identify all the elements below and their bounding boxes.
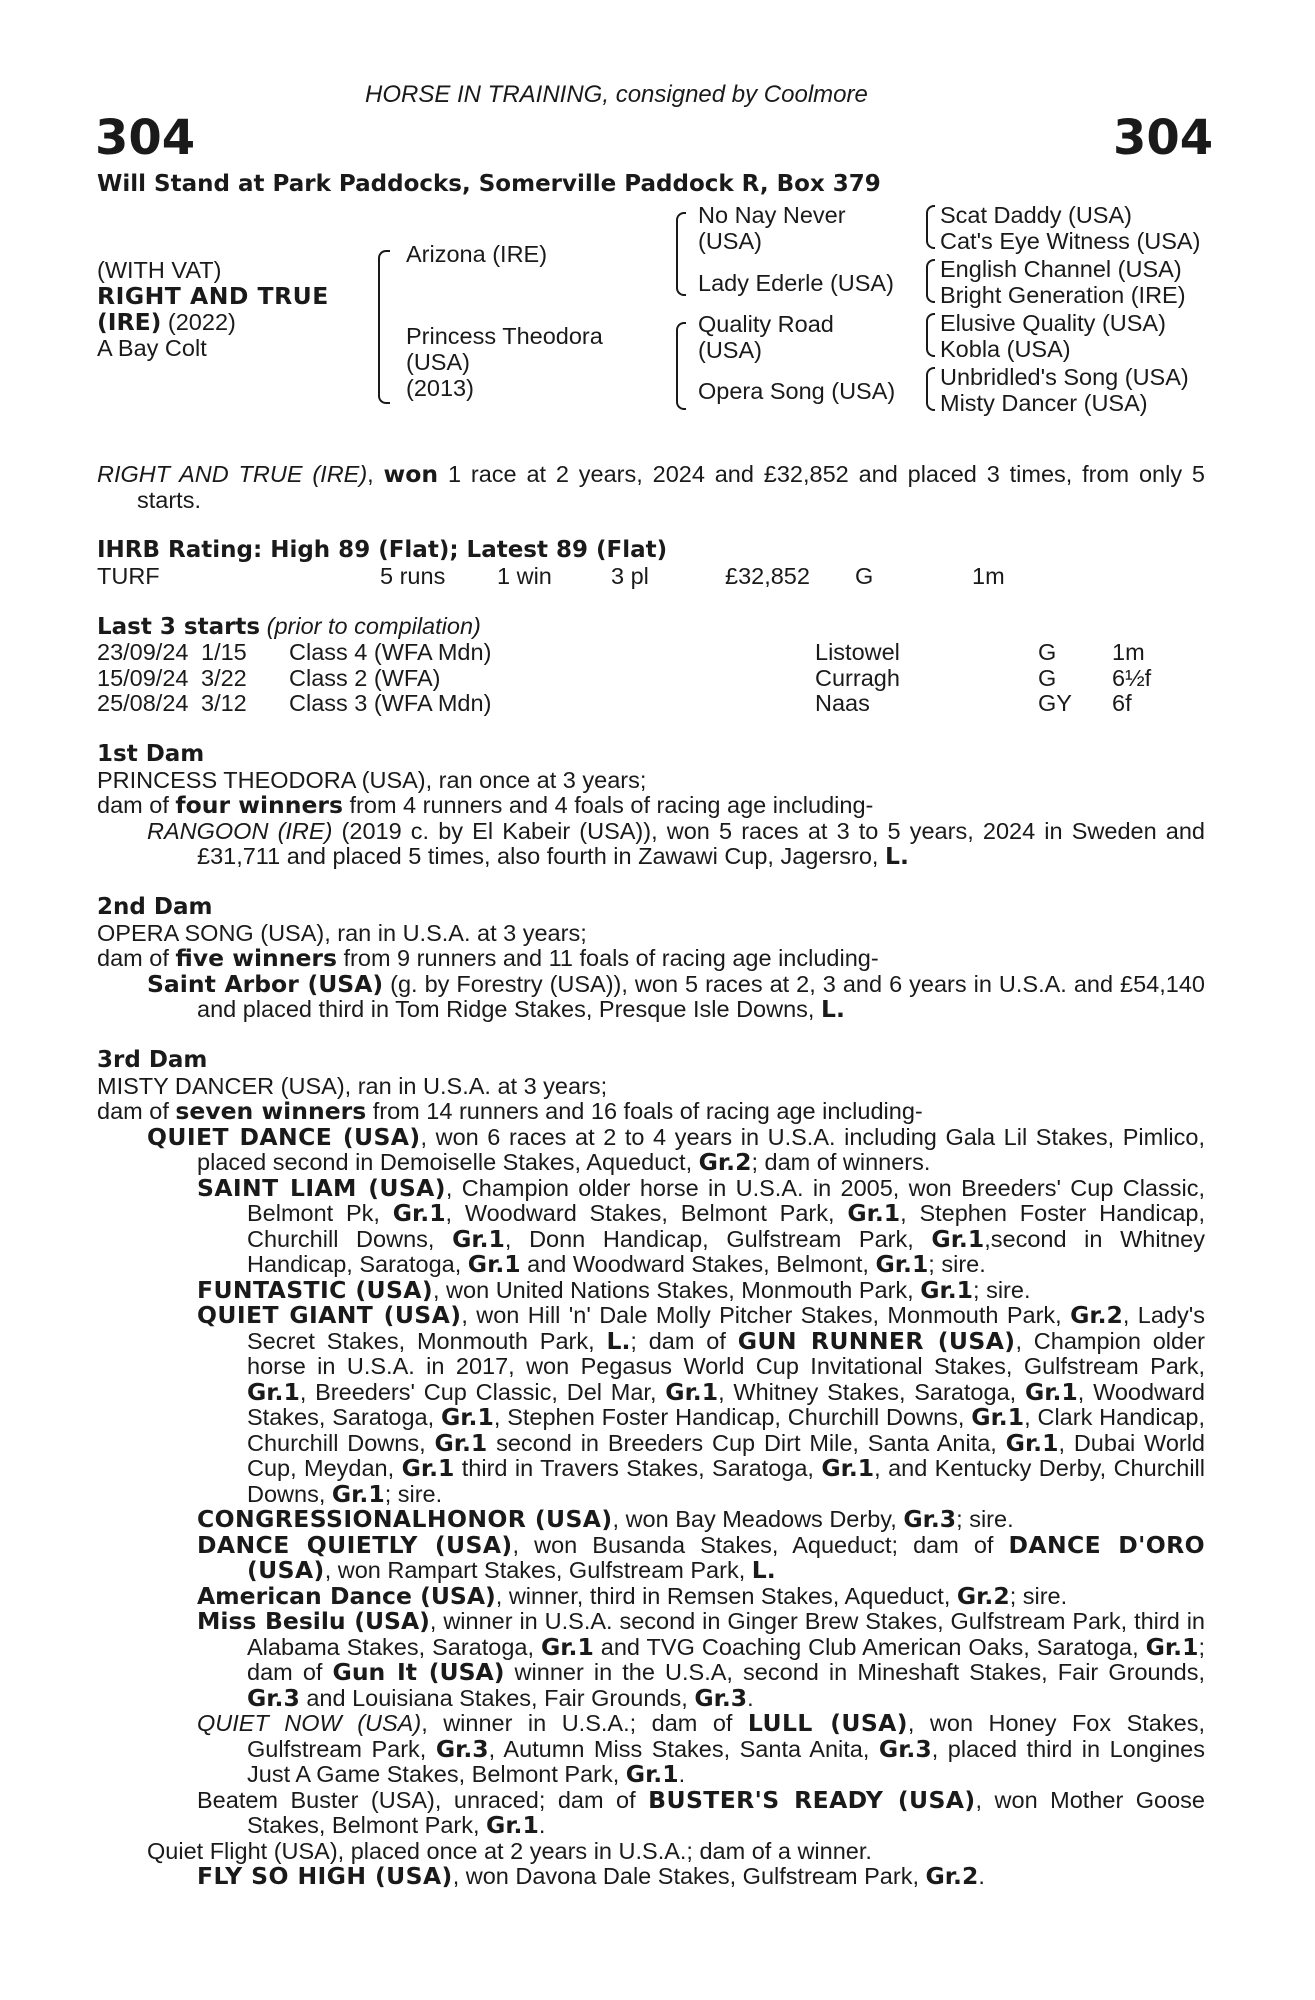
list-item: Quiet Flight (USA), placed once at 2 years in U.S.A.; dam of a winner. bbox=[147, 1837, 872, 1864]
list-item: FUNTASTIC (USA), won United Nations Stakes, Monmouth Park, Gr.1; sire. bbox=[197, 1275, 1031, 1304]
last-starts-heading: Last 3 starts (prior to compilation) bbox=[97, 613, 481, 640]
pedigree-brace-g3 bbox=[926, 313, 935, 357]
list-item: American Dance (USA), winner, third in Remsen Stakes, Aqueduct, Gr.2; sire. bbox=[197, 1581, 1068, 1610]
pedigree-brace-main bbox=[378, 250, 390, 404]
sire: Arizona (IRE) bbox=[406, 241, 548, 267]
race-summary: RIGHT AND TRUE (IRE), won 1 race at 2 years, 2024 and £32,852 and placed 3 times, from only 5 starts. bbox=[97, 460, 1206, 513]
dam-sire: Quality Road (USA) bbox=[698, 311, 834, 363]
second-dam-section: 2nd Dam OPERA SONG (USA), ran in U.S.A. at 3 years; dam of five winners from 9 runners and 11 foals of racing age including- Saint Arbor (USA) (g. by Forestry (USA)), won 5 races at 2, 3 and 6 years in U.S.A. and £54,140 and placed third in Tom Ridge Stakes, Presque Isle Downs, L. bbox=[97, 894, 1205, 1023]
stand-location: Will Stand at Park Paddocks, Somerville Paddock R, Box 379 bbox=[97, 171, 881, 197]
second-dam-heading: 2nd Dam bbox=[97, 894, 213, 920]
lot-number-right: 304 bbox=[1113, 110, 1214, 166]
list-item: Saint Arbor (USA) (g. by Forestry (USA)), won 5 races at 2, 3 and 6 years in U.S.A. and £54,140 and placed third in Tom Ridge Stakes, Presque Isle Downs, L. bbox=[147, 969, 1205, 1023]
start-row: 15/09/24 3/22 Class 2 (WFA) Curragh G 6½f bbox=[97, 664, 1152, 691]
pedigree-brace-g1 bbox=[926, 205, 935, 249]
first-dam-heading: 1st Dam bbox=[97, 741, 205, 767]
list-item: DANCE QUIETLY (USA), won Busanda Stakes, Aqueduct; dam of DANCE D'ORO (USA), won Rampart Stakes, Gulfstream Park, L. bbox=[197, 1530, 1205, 1584]
dam-dam: Opera Song (USA) bbox=[698, 378, 896, 404]
horse-name: RIGHT AND TRUE bbox=[97, 282, 329, 310]
list-item: SAINT LIAM (USA), Champion older horse in U.S.A. in 2005, won Breeders' Cup Classic, Belmont Pk, Gr.1, Woodward Stakes, Belmont Park, Gr.1, Stephen Foster Handicap, Churchill Downs, Gr.1, Donn Handicap, Gulfstream Park, Gr.1,second in Whitney Handicap, Saratoga, Gr.1 and Woodward Stakes, Belmont, Gr.1; sire. bbox=[197, 1173, 1205, 1278]
horse-description: A Bay Colt bbox=[97, 335, 207, 361]
start-row: 25/08/24 3/12 Class 3 (WFA Mdn) Naas GY 6f bbox=[97, 690, 1132, 716]
last-starts-table bbox=[97, 640, 1197, 717]
list-item: FLY SO HIGH (USA), won Davona Dale Stakes, Gulfstream Park, Gr.2. bbox=[197, 1862, 985, 1890]
dam: Princess Theodora (USA) (2013) bbox=[406, 323, 603, 401]
pedigree-brace-g2 bbox=[926, 259, 935, 303]
pedigree-brace-g4 bbox=[926, 367, 935, 411]
pedigree-brace-dam bbox=[676, 322, 686, 410]
list-item: QUIET NOW (USA), winner in U.S.A.; dam of LULL (USA), won Honey Fox Stakes, Gulfstream Park, Gr.3, Autumn Miss Stakes, Santa Anita, Gr.3, placed third in Longines Just A Game Stakes, Belmont Park, Gr.1. bbox=[197, 1709, 1205, 1788]
third-dam-heading: 3rd Dam bbox=[97, 1047, 208, 1073]
vat-note: (WITH VAT) bbox=[97, 257, 222, 283]
list-item: CONGRESSIONALHONOR (USA), won Bay Meadows Derby, Gr.3; sire. bbox=[197, 1505, 1014, 1533]
list-item: RANGOON (IRE) (2019 c. by El Kabeir (USA)), won 5 races at 3 to 5 years, 2024 in Sweden and £31,711 and placed 5 times, also fourth in Zawawi Cup, Jagersro, L. bbox=[147, 817, 1206, 870]
sire-sire: No Nay Never (USA) bbox=[698, 202, 846, 254]
list-item: QUIET DANCE (USA), won 6 races at 2 to 4 years in U.S.A. including Gala Lil Stakes, Pimlico, placed second in Demoiselle Stakes, Aqueduct, Gr.2; dam of winners. bbox=[147, 1122, 1205, 1176]
grandparents: Scat Daddy (USA) Cat's Eye Witness (USA) English Channel (USA) Bright Generation (IRE) Elusive Quality (USA) Kobla (USA) Unbridled's Song (USA) Misty Dancer (USA) bbox=[940, 202, 1201, 416]
list-item: Beatem Buster (USA), unraced; dam of BUSTER'S READY (USA), won Mother Goose Stakes, Belmont Park, Gr.1. bbox=[197, 1785, 1206, 1839]
first-dam-section: 1st Dam PRINCESS THEODORA (USA), ran once at 3 years; dam of four winners from 4 runners and 4 foals of racing age including- RANGOON (IRE) (2019 c. by El Kabeir (USA)), won 5 races at 3 to 5 years, 2024 in Sweden and £31,711 and placed 5 times, also fourth in Zawawi Cup, Jagersro, L. bbox=[97, 741, 1206, 870]
horse-identity bbox=[97, 257, 329, 361]
horse-origin: (IRE) (2022) bbox=[97, 308, 236, 336]
list-item: QUIET GIANT (USA), won Hill 'n' Dale Molly Pitcher Stakes, Monmouth Park, Gr.2, Lady's Secret Stakes, Monmouth Park, L.; dam of GUN RUNNER (USA), Champion older horse in U.S.A. in 2017, won Pegasus World Cup Invitational Stakes, Gulfstream Park, Gr.1, Breeders' Cup Classic, Del Mar, Gr.1, Whitney Stakes, Saratoga, Gr.1, Woodward Stakes, Saratoga, Gr.1, Stephen Foster Handicap, Churchill Downs, Gr.1, Clark Handicap, Churchill Downs, Gr.1 second in Breeders Cup Dirt Mile, Santa Anita, Gr.1, Dubai World Cup, Meydan, Gr.1 third in Travers Stakes, Saratoga, Gr.1, and Kentucky Derby, Churchill Downs, Gr.1; sire. bbox=[197, 1301, 1206, 1508]
consignment-line: HORSE IN TRAINING, consigned by Coolmore bbox=[365, 81, 868, 108]
lot-number-left: 304 bbox=[95, 110, 196, 166]
pedigree-brace-sire bbox=[676, 212, 686, 296]
ihrb-rating: IHRB Rating: High 89 (Flat); Latest 89 (Flat) bbox=[97, 537, 668, 563]
third-dam-section: 3rd Dam MISTY DANCER (USA), ran in U.S.A. at 3 years; dam of seven winners from 14 runners and 16 foals of racing age including- QUIET DANCE (USA), won 6 races at 2 to 4 years in U.S.A. including Gala Lil Stakes, Pimlico, placed second in Demoiselle Stakes, Aqueduct, Gr.2; dam of winners. SAINT LIAM (USA), Champion older horse in U.S.A. in 2005, won Breeders' Cup Classic, Belmont Pk, Gr.1, Woodward Stakes, Belmont Park, Gr.1, Stephen Foster Handicap, Churchill Downs, Gr.1, Donn Handicap, Gulfstream Park, Gr.1,second in Whitney Handicap, Saratoga, Gr.1 and Woodward Stakes, Belmont, Gr.1; sire. FUNTASTIC (USA), won United Nations Stakes, Monmouth Park, Gr.1; sire. QUIET GIANT (USA), won Hill 'n' Dale Molly Pitcher Stakes, Monmouth Park, Gr.2, Lady's Secret Stakes, Monmouth Park, L.; dam of GUN RUNNER (USA), Champion older horse in U.S.A. in 2017, won Pegasus World Cup Invitational Stakes, Gulfstream Park, Gr.1, Breeders' Cup Classic, Del Mar, Gr.1, Whitney Stakes, Saratoga, Gr.1, Woodward Stakes, Saratoga, Gr.1, Stephen Foster Handicap, Churchill Downs, Gr.1, Clark Handicap, Churchill Downs, Gr.1 second in Breeders Cup Dirt Mile, Santa Anita, Gr.1, Dubai World Cup, Meydan, Gr.1 third in Travers Stakes, Saratoga, Gr.1, and Kentucky Derby, Churchill Downs, Gr.1; sire. CONGRESSIONALHONOR (USA), won Bay Meadows Derby, Gr.3; sire. DANCE QUIETLY (USA), won Busanda Stakes, Aqueduct; dam of DANCE D'ORO (USA), won Rampart Stakes, Gulfstream Park, L. American Dance (USA), winner, third in Remsen Stakes, Aqueduct, Gr.2; sire. Miss Besilu (USA), winner in U.S.A. second in Ginger Brew Stakes, Gulfstream Park, third in Alabama Stakes, Saratoga, Gr.1 and TVG Coaching Club American Oaks, Saratoga, Gr.1; dam of Gun It (USA) winner in the U.S.A, second in Mineshaft Stakes, Fair Grounds, Gr.3 and Louisiana Stakes, Fair Grounds, Gr.3. QUIET NOW (USA), winner in U.S.A.; dam of LULL (USA), won Honey Fox Stakes, Gulfstream Park, Gr.3, Autumn Miss Stakes, Santa Anita, Gr.3, placed third in Longines Just A Game Stakes, Belmont Park, Gr.1. Beatem Buster (USA), unraced; dam of BUSTER'S READY (USA), won Mother Goose Stakes, Belmont Park, Gr.1. Quiet Flight (USA), placed once at 2 years in U.S.A.; dam of a winner. FLY SO HIGH (USA), won Davona Dale Stakes, Gulfstream Park, Gr.2. bbox=[97, 1047, 1206, 1890]
start-row: 23/09/24 1/15 Class 4 (WFA Mdn) Listowel G 1m bbox=[97, 639, 1145, 665]
rating-row: TURF 5 runs 1 win 3 pl £32,852 G 1m bbox=[97, 563, 1005, 589]
sire-dam: Lady Ederle (USA) bbox=[698, 270, 894, 296]
list-item: Miss Besilu (USA), winner in U.S.A. second in Ginger Brew Stakes, Gulfstream Park, third in Alabama Stakes, Saratoga, Gr.1 and TVG Coaching Club American Oaks, Saratoga, Gr.1; dam of Gun It (USA) winner in the U.S.A, second in Mineshaft Stakes, Fair Grounds, Gr.3 and Louisiana Stakes, Fair Grounds, Gr.3. bbox=[197, 1607, 1206, 1712]
